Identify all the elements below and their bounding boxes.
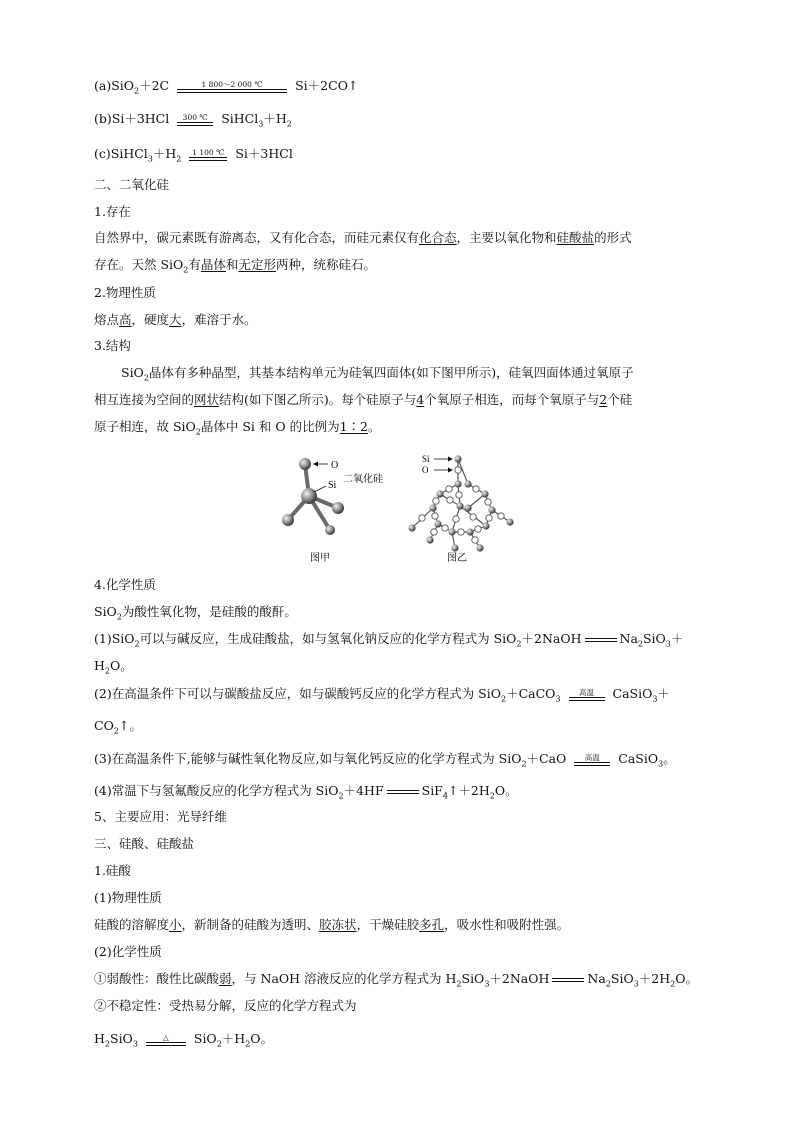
- text: ＋2NaOH: [521, 631, 582, 646]
- heat-symbol: △: [163, 1033, 169, 1042]
- text: SiO: [610, 971, 634, 986]
- reaction-arrow: [569, 688, 605, 701]
- oxygen-atom: [325, 525, 335, 535]
- subscript: 2: [113, 726, 119, 736]
- reaction-c-products: Si＋3HCl: [235, 146, 293, 161]
- reaction-c-arrow: [189, 148, 227, 161]
- subscript: 2: [501, 694, 507, 704]
- text: ↑＋2H: [447, 783, 490, 798]
- phys-text: [94, 311, 257, 329]
- decomposition-equation: [94, 1030, 273, 1048]
- text: SiO: [110, 1031, 133, 1046]
- chem-item2-line2: [94, 717, 142, 735]
- text: CO: [94, 718, 114, 733]
- text: SiO: [193, 1031, 217, 1046]
- text: ＋2H: [638, 971, 671, 986]
- chem-heading: 4.化学性质: [94, 577, 156, 592]
- reaction-b-condition: 300 ℃: [182, 113, 208, 122]
- label-si: Si: [328, 480, 337, 491]
- subscript: 2: [116, 612, 122, 622]
- application-text: 5、主要应用：光导纤维: [94, 809, 227, 824]
- reaction-b-product: SiHCl: [221, 111, 259, 126]
- blank-answer: 无定形: [238, 257, 276, 272]
- text: SiO: [461, 971, 485, 986]
- text: 。: [663, 751, 676, 766]
- text: O。: [250, 1031, 274, 1046]
- struct-line2: [94, 391, 632, 409]
- subscript: 2: [143, 373, 149, 383]
- struct-line1: [121, 364, 634, 382]
- weak-acid-text: [94, 970, 698, 988]
- acid-heading: 1.硅酸: [94, 863, 131, 878]
- subscript: 3: [484, 979, 490, 989]
- reaction-c-reactant2: ＋H: [152, 146, 177, 161]
- text: H: [94, 1031, 105, 1046]
- text: (3)在高温条件下,能够与碱性氧化物反应,如与氧化钙反应的化学方程式为 SiO: [94, 751, 522, 766]
- reaction-a: [94, 77, 358, 95]
- text: 晶体中 Si 和 O 的比例为: [200, 419, 340, 434]
- text: O。: [110, 658, 133, 673]
- text: ＋: [670, 631, 684, 646]
- subscript: 2: [605, 979, 611, 989]
- text: 和: [225, 257, 239, 272]
- text: SiF: [421, 783, 443, 798]
- struct-heading: 3.结构: [94, 338, 131, 353]
- exist-text-line2: [94, 256, 376, 274]
- phys-heading: 2.物理性质: [94, 285, 156, 300]
- blank-answer: 高: [119, 312, 132, 327]
- exist-heading: 1.存在: [94, 204, 131, 219]
- text: 硅酸的溶解度: [94, 917, 170, 932]
- blank-answer: 4: [416, 392, 425, 407]
- label-si: Si: [422, 454, 430, 464]
- reaction-a-condition: 1 800～2 000 ℃: [201, 80, 263, 89]
- reaction-b-arrow: [177, 113, 213, 126]
- text: O。: [494, 783, 518, 798]
- equals-sign: [387, 790, 419, 794]
- text: ＋CaCO: [506, 686, 556, 701]
- blank-answer: 胶冻状: [319, 917, 357, 932]
- subscript: 2: [245, 1039, 251, 1049]
- subscript: 2: [183, 265, 189, 275]
- text: SiO: [121, 365, 144, 380]
- text: 个硅: [607, 392, 633, 407]
- oxygen-atom: [299, 458, 311, 470]
- subscript: 2: [104, 666, 110, 676]
- subscript: 3: [665, 639, 671, 649]
- figure-network: [400, 448, 520, 568]
- text: (1)SiO: [94, 631, 135, 646]
- subscript: 3: [658, 759, 664, 769]
- text: 个氧原子相连，而每个氧原子与: [424, 392, 600, 407]
- text: 为酸性氧化物，是硅酸的酸酐。: [121, 604, 297, 619]
- text: ↑。: [118, 718, 142, 733]
- text: 两种，统称硅石。: [275, 257, 376, 272]
- chem-intro: [94, 603, 297, 621]
- figure-tetrahedron: [270, 448, 400, 568]
- subscript: 2: [286, 119, 292, 129]
- struct-line3: [94, 418, 381, 436]
- subscript: 2: [516, 639, 522, 649]
- blank-answer: 1∶2: [339, 419, 368, 434]
- subscript: 2: [216, 1039, 222, 1049]
- text: ，新制备的硅酸为透明、: [181, 917, 320, 932]
- text: ＋: [657, 686, 670, 701]
- acid-phys-text: [94, 916, 569, 934]
- text: H: [94, 658, 105, 673]
- reaction-arrow: [146, 1033, 186, 1046]
- blank-answer: 多孔: [419, 917, 445, 932]
- subscript: 2: [521, 759, 527, 769]
- oxygen-atom: [282, 514, 294, 526]
- label-pointer: [314, 486, 326, 492]
- subscript: 2: [134, 86, 140, 96]
- reaction-b-product2: ＋H: [263, 111, 287, 126]
- reaction-a-reactant: ＋2C: [139, 78, 170, 93]
- text: 。: [368, 419, 381, 434]
- text: SiO: [642, 631, 666, 646]
- text: 可以与碱反应，生成硅酸盐，如与氢氧化钠反应的化学方程式为 SiO: [139, 631, 517, 646]
- text: ＋4HF: [343, 783, 384, 798]
- text: ＋2NaOH: [489, 971, 550, 986]
- blank-answer: 大: [169, 312, 182, 327]
- text: 自然界中，碳元素既有游离态，又有化合态，而硅元素仅有: [94, 230, 420, 245]
- text: ，主要以氧化物和: [456, 230, 557, 245]
- arrow-icon: [448, 468, 453, 473]
- text: 的形式: [594, 230, 632, 245]
- oxygen-atom: [332, 502, 344, 514]
- unstable-text: ②不稳定性：受热易分解，反应的化学方程式为: [94, 998, 357, 1013]
- subscript: 2: [195, 427, 201, 437]
- subscript: 2: [670, 979, 676, 989]
- subscript: 2: [104, 1039, 110, 1049]
- blank-answer: 弱: [219, 971, 232, 986]
- figure-name: 二氧化硅: [343, 474, 383, 485]
- blank-answer: 小: [169, 917, 182, 932]
- section-heading-silica: 二、二氧化硅: [94, 177, 170, 192]
- blank-answer: 硅酸盐: [556, 230, 595, 245]
- subscript: 3: [147, 154, 153, 164]
- blank-answer: 2: [599, 392, 608, 407]
- text: ，难溶于水。: [181, 312, 257, 327]
- text: 有: [188, 257, 201, 272]
- reaction-a-left: (a)SiO: [94, 78, 135, 93]
- chem-item2-line1: [94, 685, 670, 703]
- blank-answer: 网状: [194, 392, 220, 407]
- text: SiO: [94, 604, 117, 619]
- text: ，干燥硅胶: [356, 917, 420, 932]
- reaction-a-products: Si＋2CO↑: [295, 78, 359, 93]
- acid-phys-heading: (1)物理性质: [94, 890, 162, 905]
- text: ，吸水性和吸附性强。: [444, 917, 570, 932]
- text: Na: [587, 971, 606, 986]
- label-o: O: [422, 465, 429, 475]
- text: ①弱酸性：酸性比碳酸: [94, 971, 220, 986]
- chem-item3: [94, 750, 676, 768]
- subscript: 3: [132, 1039, 138, 1049]
- text: CaSiO: [612, 686, 653, 701]
- chem-item4: [94, 782, 518, 800]
- caption-fig2: 图乙: [447, 553, 467, 564]
- text: ＋CaO: [526, 751, 567, 766]
- blank-answer: 化合态: [419, 230, 457, 245]
- subscript: 3: [258, 119, 264, 129]
- subscript: 2: [134, 639, 140, 649]
- text: 相互连接为空间的: [94, 392, 195, 407]
- text: 存在。天然 SiO: [94, 257, 184, 272]
- reaction-condition: 高温: [579, 688, 595, 697]
- exist-text-line1: [94, 229, 632, 247]
- text: (4)常温下与氢氟酸反应的化学方程式为 SiO: [94, 783, 339, 798]
- reaction-c-left: (c)SiHCl: [94, 146, 148, 161]
- equals-sign: [585, 638, 617, 642]
- subscript: 2: [338, 791, 344, 801]
- text: CaSiO: [618, 751, 659, 766]
- text: O。: [675, 971, 698, 986]
- text: ，硬度: [131, 312, 170, 327]
- text: (2)在高温条件下可以与碳酸盐反应，如与碳酸钙反应的化学方程式为 SiO: [94, 686, 501, 701]
- chem-item1-line2: [94, 657, 133, 675]
- text: 熔点: [94, 312, 120, 327]
- chem-item1-line1: [94, 630, 683, 648]
- arrow-icon: [448, 457, 453, 462]
- text: 原子相连，故 SiO: [94, 419, 196, 434]
- reaction-condition: 高温: [584, 753, 600, 762]
- reaction-c: [94, 145, 293, 163]
- text: ，与 NaOH 溶液反应的化学方程式为 H: [231, 971, 457, 986]
- text: Na: [619, 631, 638, 646]
- reaction-c-condition: 1 100 ℃: [192, 148, 225, 157]
- reaction-b: [94, 110, 292, 128]
- text: ＋H: [221, 1031, 246, 1046]
- subscript: 2: [176, 154, 182, 164]
- subscript: 2: [456, 979, 462, 989]
- acid-chem-heading: (2)化学性质: [94, 944, 162, 959]
- subscript: 3: [555, 694, 561, 704]
- silicon-atom: [301, 488, 317, 504]
- subscript: 2: [637, 639, 643, 649]
- equals-sign: [552, 978, 584, 982]
- subscript: 4: [442, 791, 448, 801]
- reaction-b-left: (b)Si＋3HCl: [94, 111, 170, 126]
- reaction-a-arrow: [177, 80, 287, 93]
- subscript: 3: [652, 694, 658, 704]
- text: 结构(如下图乙所示)。每个硅原子与: [219, 392, 417, 407]
- text: 晶体有多种晶型，其基本结构单元为硅氧四面体(如下图甲所示)，硅氧四面体通过氧原子: [148, 365, 634, 380]
- arrow-icon: [313, 462, 318, 467]
- blank-answer: 晶体: [200, 257, 226, 272]
- subscript: 2: [489, 791, 495, 801]
- label-o: O: [331, 460, 339, 471]
- subscript: 3: [633, 979, 639, 989]
- caption-fig1: 图甲: [310, 553, 330, 564]
- section-heading-silicic-acid: 三、硅酸、硅酸盐: [94, 836, 195, 851]
- reaction-arrow: [574, 753, 610, 766]
